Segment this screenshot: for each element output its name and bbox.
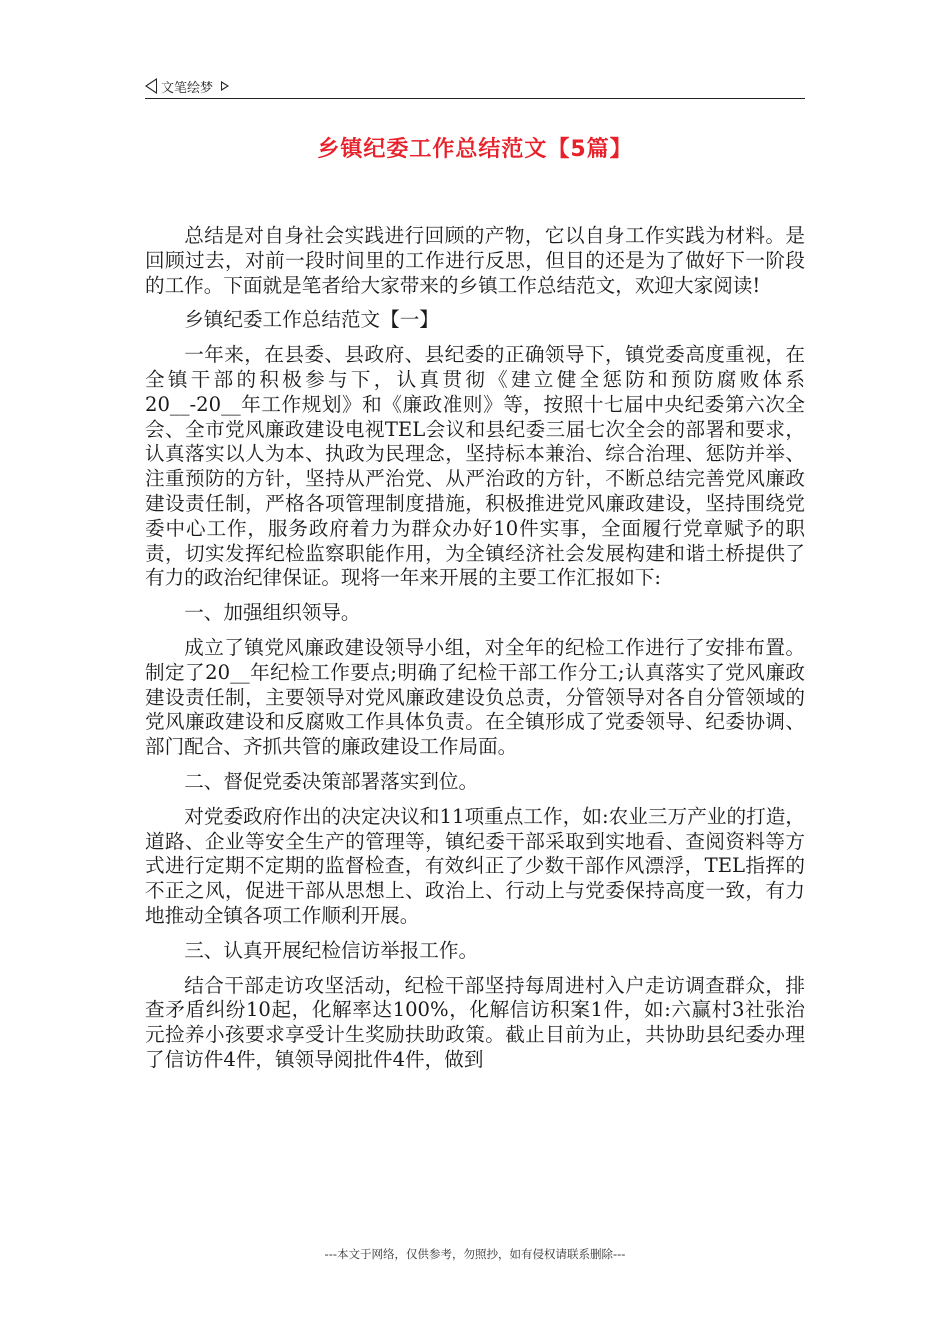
page-header	[145, 74, 229, 98]
page-footer-disclaimer: ---本文于网络，仅供参考，勿照抄，如有侵权请联系删除---	[324, 1247, 626, 1261]
header-rule	[145, 98, 805, 99]
brand-label: 文笔绘梦	[161, 80, 214, 96]
paragraph-intro: 总结是对自身社会实践进行回顾的产物，它以自身工作实践为材料。是回顾过去，对前一段时间里的工作进行反思，但目的还是为了做好下一阶段的工作。下面就是笔者给大家带来的乡镇工作总结范文，欢迎大家阅读!	[145, 224, 805, 297]
paragraph: 成立了镇党风廉政建设领导小组，对全年的纪检工作进行了安排布置。制定了20__年纪检工作要点;明确了纪检干部工作分工;认真落实了党风廉政建设责任制，主要领导对党风廉政建设负总责，分管领导对各自分管领域的党风廉政建设和反腐败工作具体负责。在全镇形成了党委领导、纪委协调、部门配合、齐抓共管的廉政建设工作局面。	[145, 635, 805, 759]
subheading: 二、督促党委决策部署落实到位。	[184, 769, 479, 793]
paragraph: 结合干部走访攻坚活动，纪检干部坚持每周进村入户走访调查群众，排查矛盾纠纷10起，化解率达100%，化解信访积案1件，如:六赢村3社张治元捡养小孩要求享受计生奖励扶助政策。截止目前为止，共协助县纪委办理了信访件4件，镇领导阅批件4件，做到	[145, 973, 805, 1071]
paragraph: 一年来，在县委、县政府、县纪委的正确领导下，镇党委高度重视，在全镇干部的积极参与下，认真贯彻《建立健全惩防和预防腐败体系20__-20__年工作规划》和《廉政准则》等，按照十七届中央纪委第六次全会、全市党风廉政建设电视TEL会议和县纪委三届七次全会的部署和要求，认真落实以人为本、执政为民理念，坚持标本兼治、综合治理、惩防并举、注重预防的方针，坚持从严治党、从严治政的方针，不断总结完善党风廉政建设责任制，严格各项管理制度措施，积极推进党风廉政建设，坚持围绕党委中心工作，服务政府着力为群众办好10件实事，全面履行党章赋予的职责，切实发挥纪检监察职能作用，为全镇经济社会发展构建和谐土桥提供了有力的政治纪律保证。现将一年来开展的主要工作汇报如下:	[145, 343, 805, 590]
paragraph: 对党委政府作出的决定决议和11项重点工作，如:农业三万产业的打造，道路、企业等安全生产的管理等，镇纪委干部采取到实地看、查阅资料等方式进行定期不定期的监督检查，有效纠正了少数干部作风漂浮，TEL指挥的不正之风，促进干部从思想上、政治上、行动上与党委保持高度一致，有力地推动全镇各项工作顺利开展。	[145, 804, 805, 927]
subheading: 一、加强组织领导。	[184, 601, 361, 625]
document-title: 乡镇纪委工作总结范文【5篇】	[317, 137, 633, 162]
section-heading-1: 乡镇纪委工作总结范文【一】	[184, 308, 439, 332]
triangle-right-icon	[221, 81, 229, 91]
triangle-left-icon	[145, 78, 157, 94]
subheading: 三、认真开展纪检信访举报工作。	[184, 938, 479, 962]
document-body	[145, 224, 805, 1083]
